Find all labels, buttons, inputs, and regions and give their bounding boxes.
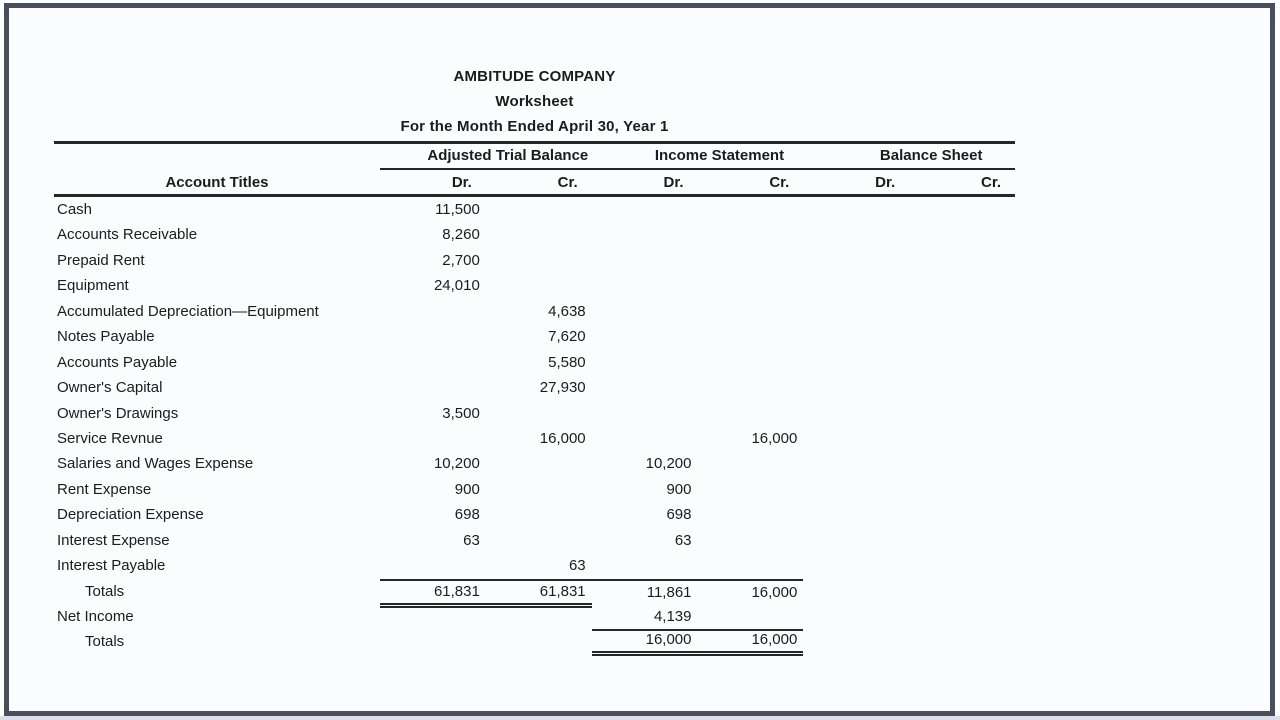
cell-is-dr [592, 375, 698, 400]
cell-bs-cr [909, 553, 1015, 578]
cell-atb-cr [486, 528, 592, 553]
account-title: Accounts Payable [57, 353, 178, 371]
cell-is-cr: 16,000 [751, 429, 798, 447]
group-adjusted-trial-balance: Adjusted Trial Balance [380, 144, 592, 170]
account-title: Accumulated Depreciation—Equipment [57, 302, 319, 320]
is-cr-header: Cr. [769, 174, 790, 191]
cell-atb-dr: 8,260 [442, 226, 480, 244]
account-title: Interest Expense [57, 531, 170, 549]
cell-bs-cr [909, 502, 1015, 527]
cell-is-cr [698, 273, 804, 298]
cell-bs-dr [803, 299, 909, 324]
cell-is-cr [698, 528, 804, 553]
cell-is-dr [592, 426, 698, 451]
cell-bs-cr [909, 299, 1015, 324]
cell-atb-dr [380, 629, 486, 656]
cell-atb-cr [486, 502, 592, 527]
cell-is-dr [592, 248, 698, 273]
column-group-header-row [54, 144, 1015, 170]
cell-atb-cr [486, 477, 592, 502]
cell-is-cr [698, 477, 804, 502]
cell-bs-cr [909, 477, 1015, 502]
worksheet-header [54, 64, 1015, 139]
account-title: Interest Payable [57, 557, 166, 575]
cell-is-cr [698, 324, 804, 349]
cell-atb-dr [380, 350, 486, 375]
table-row [54, 350, 1015, 375]
cell-bs-dr [803, 375, 909, 400]
cell-bs-dr [803, 604, 909, 631]
account-title: Accounts Receivable [57, 226, 198, 244]
cell-bs-dr [803, 477, 909, 502]
table-row [54, 248, 1015, 273]
cell-is-cr [698, 248, 804, 273]
cell-is-cr [698, 451, 804, 476]
account-title: Salaries and Wages Expense [57, 455, 254, 473]
cell-is-dr [592, 401, 698, 426]
account-title: Totals [85, 633, 125, 651]
cell-is-dr: 10,200 [645, 455, 692, 473]
cell-is-cr [698, 299, 804, 324]
group-header-spacer [54, 144, 380, 170]
account-title: Prepaid Rent [57, 251, 145, 269]
cell-bs-dr [803, 350, 909, 375]
cell-atb-cr: 61,831 [486, 579, 592, 608]
cell-atb-cr [486, 604, 592, 631]
cell-atb-dr: 698 [454, 506, 480, 524]
account-title: Totals [85, 582, 125, 600]
cell-is-dr [592, 197, 698, 222]
cell-atb-dr: 900 [454, 480, 480, 498]
table-row [54, 324, 1015, 349]
cell-is-dr: 63 [674, 531, 692, 549]
table-row [54, 502, 1015, 527]
table-row [54, 553, 1015, 578]
frame-bottom-strip [0, 716, 1280, 720]
column-subheader-row [54, 170, 1015, 197]
cell-is-dr: 900 [666, 480, 692, 498]
cell-atb-cr: 63 [568, 557, 586, 575]
cell-bs-dr [803, 197, 909, 222]
cell-atb-cr [486, 273, 592, 298]
cell-bs-cr [909, 401, 1015, 426]
table-row [54, 222, 1015, 247]
cell-atb-dr: 2,700 [442, 251, 480, 269]
cell-atb-dr [380, 604, 486, 631]
cell-bs-dr [803, 248, 909, 273]
cell-atb-cr [486, 401, 592, 426]
cell-atb-dr: 11,500 [435, 201, 480, 218]
cell-atb-dr [380, 553, 486, 578]
cell-atb-dr [380, 324, 486, 349]
cell-atb-cr [486, 197, 592, 222]
account-title: Net Income [57, 608, 134, 625]
cell-is-cr [698, 553, 804, 578]
account-title: Notes Payable [57, 328, 155, 346]
cell-atb-cr: 5,580 [548, 353, 586, 371]
cell-is-cr [698, 222, 804, 247]
table-row [54, 629, 1015, 654]
cell-bs-dr [803, 324, 909, 349]
cell-bs-dr [803, 426, 909, 451]
cell-is-cr: 16,000 [698, 579, 804, 608]
table-row [54, 375, 1015, 400]
group-income-statement: Income Statement [592, 144, 804, 170]
cell-is-cr [698, 197, 804, 222]
cell-is-cr [698, 604, 804, 631]
cell-is-dr: 4,139 [592, 604, 698, 631]
account-title: Owner's Capital [57, 379, 163, 397]
bs-cr-header: Cr. [980, 174, 1001, 191]
cell-is-dr [592, 273, 698, 298]
cell-atb-cr: 16,000 [539, 429, 586, 447]
cell-atb-dr: 3,500 [442, 404, 480, 422]
cell-atb-cr [486, 451, 592, 476]
cell-bs-cr [909, 451, 1015, 476]
table-row [54, 477, 1015, 502]
cell-bs-dr [803, 629, 909, 656]
cell-bs-dr [803, 222, 909, 247]
cell-atb-dr: 10,200 [433, 455, 480, 473]
account-title: Owner's Drawings [57, 404, 179, 422]
cell-atb-dr [380, 375, 486, 400]
group-balance-sheet: Balance Sheet [803, 144, 1015, 170]
table-row [54, 273, 1015, 298]
cell-atb-dr: 24,010 [433, 277, 480, 295]
cell-is-dr [592, 324, 698, 349]
cell-bs-cr [909, 273, 1015, 298]
table-row [54, 426, 1015, 451]
cell-atb-dr: 61,831 [380, 579, 486, 608]
cell-bs-dr [803, 273, 909, 298]
cell-is-dr [592, 222, 698, 247]
cell-atb-cr [486, 222, 592, 247]
cell-atb-cr: 7,620 [548, 328, 586, 346]
table-row [54, 299, 1015, 324]
worksheet-title: Worksheet [495, 93, 574, 110]
cell-is-cr [698, 502, 804, 527]
is-dr-header: Dr. [663, 174, 684, 191]
cell-bs-dr [803, 451, 909, 476]
cell-is-cr: 16,000 [698, 629, 804, 656]
account-title: Cash [57, 201, 93, 218]
cell-atb-dr [380, 426, 486, 451]
cell-bs-dr [803, 502, 909, 527]
account-title: Equipment [57, 277, 129, 295]
cell-bs-cr [909, 350, 1015, 375]
cell-bs-cr [909, 248, 1015, 273]
cell-bs-cr [909, 629, 1015, 656]
cell-is-cr [698, 350, 804, 375]
cell-atb-cr [486, 248, 592, 273]
cell-bs-cr [909, 324, 1015, 349]
cell-bs-cr [909, 375, 1015, 400]
company-name: AMBITUDE COMPANY [453, 68, 616, 85]
table-row [54, 579, 1015, 604]
cell-bs-cr [909, 604, 1015, 631]
worksheet-table [54, 141, 1015, 655]
cell-atb-cr [486, 629, 592, 656]
bs-dr-header: Dr. [875, 174, 896, 191]
atb-cr-header: Cr. [557, 174, 578, 191]
account-title: Rent Expense [57, 480, 152, 498]
table-row [54, 528, 1015, 553]
cell-bs-dr [803, 553, 909, 578]
cell-bs-dr [803, 401, 909, 426]
cell-is-cr [698, 401, 804, 426]
table-body [54, 197, 1015, 655]
table-row [54, 604, 1015, 629]
cell-bs-cr [909, 528, 1015, 553]
cell-bs-cr [909, 197, 1015, 222]
cell-atb-cr: 4,638 [548, 302, 586, 320]
cell-is-dr: 16,000 [592, 629, 698, 656]
cell-is-dr: 698 [666, 506, 692, 524]
account-title: Depreciation Expense [57, 506, 204, 524]
cell-is-cr [698, 375, 804, 400]
period-line: For the Month Ended April 30, Year 1 [400, 118, 669, 135]
table-row [54, 451, 1015, 476]
cell-bs-cr [909, 426, 1015, 451]
cell-bs-dr [803, 528, 909, 553]
cell-atb-dr: 63 [463, 531, 480, 549]
cell-is-dr: 11,861 [592, 579, 698, 608]
cell-bs-cr [909, 222, 1015, 247]
cell-is-dr [592, 299, 698, 324]
account-title: Service Revnue [57, 429, 163, 447]
cell-atb-dr [380, 299, 486, 324]
account-titles-header: Account Titles [165, 174, 269, 191]
cell-is-dr [592, 553, 698, 578]
cell-atb-cr: 27,930 [539, 379, 586, 397]
atb-dr-header: Dr. [451, 174, 472, 191]
table-row [54, 401, 1015, 426]
table-row [54, 197, 1015, 222]
cell-is-dr [592, 350, 698, 375]
